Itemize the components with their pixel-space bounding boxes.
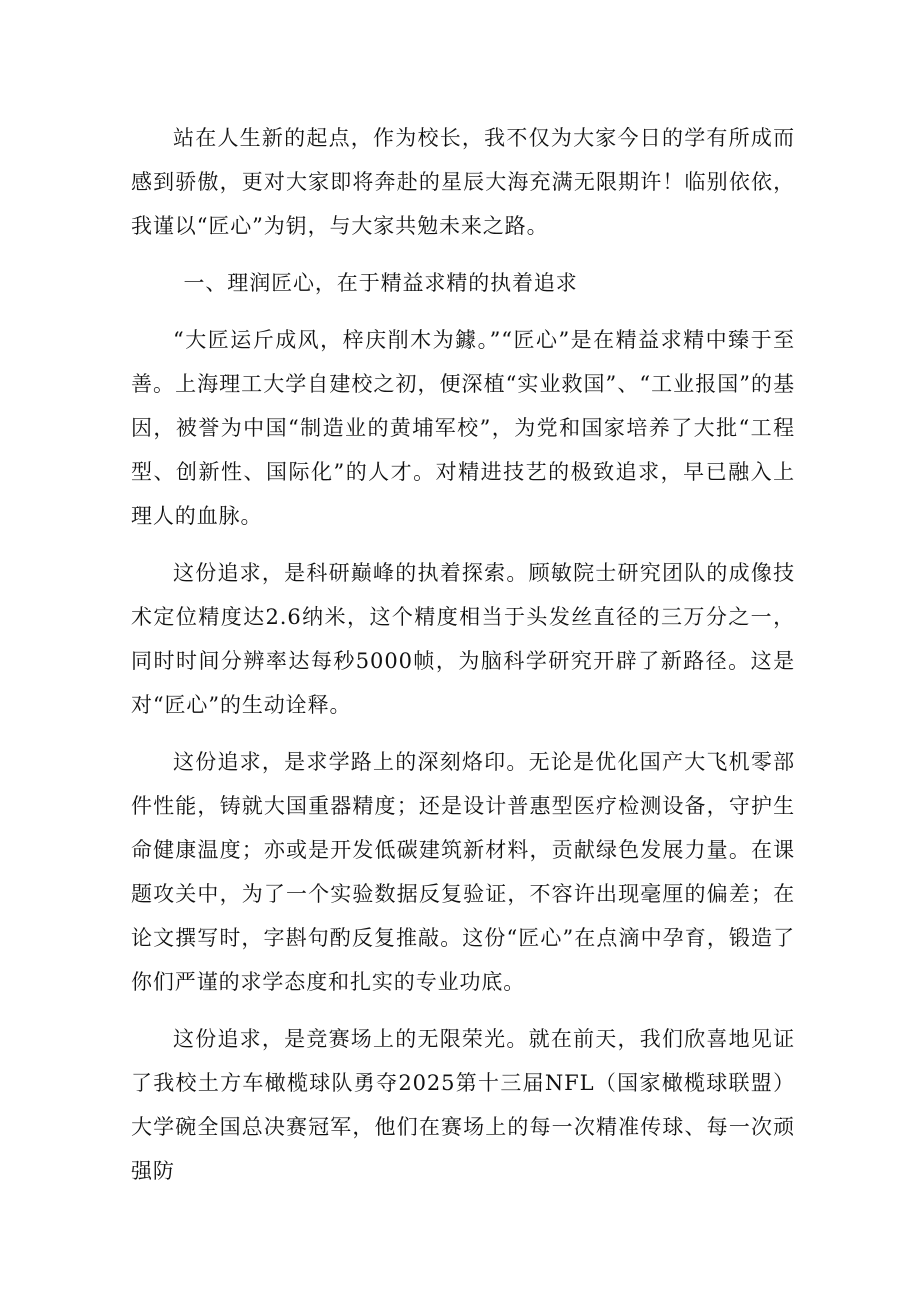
paragraph-study: 这份追求，是求学路上的深刻烙印。无论是优化国产大飞机零部件性能，铸就大国重器精度；还是设计普惠型医疗检测设备，守护生命健康温度；亦或是开发低碳建筑新材料，贡献绿色发展力量。在课题攻关中，为了一个实验数据反复验证，不容许出现毫厘的偏差；在论文撰写时，字斟句酌反复推敲。这份“匠心”在点滴中孕育，锻造了你们严谨的求学态度和扎实的专业功底。 — [131, 750, 795, 994]
section-heading: 一、理润匠心，在于精益求精的执着追求 — [183, 271, 578, 295]
document-body — [131, 116, 795, 1206]
paragraph-research: 这份追求，是科研巅峰的执着探索。顾敏院士研究团队的成像技术定位精度达2.6纳米，这个精度相当于头发丝直径的三万分之一，同时时间分辨率达每秒5000帧，为脑科学研究开辟了新路径。这是对“匠心”的生动诠释。 — [131, 561, 795, 717]
paragraph-competition: 这份追求，是竞赛场上的无限荣光。就在前天，我们欣喜地见证了我校土方车橄榄球队勇夺2025第十三届NFL（国家橄榄球联盟）大学碗全国总决赛冠军，他们在赛场上的每一次精准传球、每一次顽强防 — [131, 1027, 795, 1183]
paragraph-craftsmanship: “大匠运斤成风，梓庆削木为鐻。”“匠心”是在精益求精中臻于至善。上海理工大学自建校之初，便深植“实业救国”、“工业报国”的基因，被誉为中国“制造业的黄埔军校”，为党和国家培养了大批“工程型、创新性、国际化”的人才。对精进技艺的极致追求，早已融入上理人的血脉。 — [131, 328, 795, 528]
paragraph-intro: 站在人生新的起点，作为校长，我不仅为大家今日的学有所成而感到骄傲，更对大家即将奔赴的星辰大海充满无限期许！临别依依，我谨以“匠心”为钥，与大家共勉未来之路。 — [131, 126, 795, 238]
